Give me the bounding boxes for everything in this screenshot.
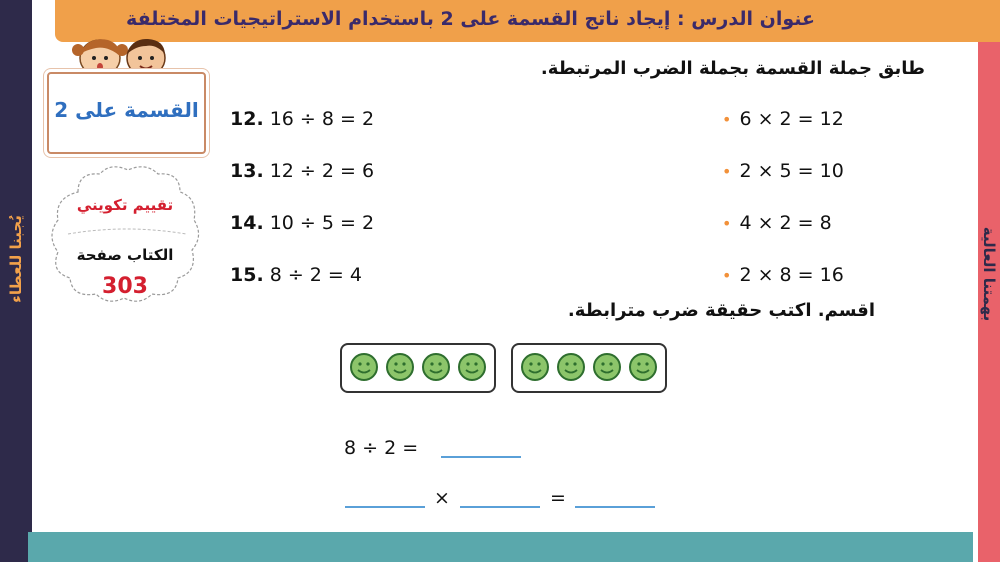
division-prompt: 8 ÷ 2 = — [344, 437, 419, 459]
division-expression: 10 ÷ 5 = 2 — [269, 212, 375, 234]
smiley-ball-icon — [385, 352, 415, 382]
bottom-bar — [28, 532, 973, 562]
smiley-ball-icon — [349, 352, 379, 382]
right-side-slogan: بهمتنا العالية — [980, 226, 998, 322]
left-side-slogan: يُجبنا للعطاء — [7, 215, 25, 303]
multiplication-expression: 2 × 8 = 16 — [739, 264, 844, 286]
multiplication-expression: 6 × 2 = 12 — [739, 108, 844, 130]
lesson-title: عنوان الدرس : إيجاد ناتج القسمة على 2 باستخدام الاستراتيجيات المختلفة — [126, 8, 815, 30]
topic-card-title: القسمة على 2 — [54, 98, 199, 122]
assessment-label: تقييم تكويني — [76, 196, 174, 214]
smiley-ball-icon — [520, 352, 550, 382]
item-number: 14. — [230, 212, 264, 234]
smiley-ball-icon — [556, 352, 586, 382]
counter-group — [511, 343, 667, 393]
smiley-ball-icon — [421, 352, 451, 382]
multiplication-item[interactable] — [722, 212, 832, 234]
quotient-blank[interactable] — [441, 456, 521, 458]
item-number: 15. — [230, 264, 264, 286]
division-item — [230, 264, 362, 286]
smiley-ball-icon — [457, 352, 487, 382]
product-blank[interactable] — [575, 506, 655, 508]
multiplication-expression: 4 × 2 = 8 — [739, 212, 832, 234]
division-expression: 8 ÷ 2 = 4 — [269, 264, 362, 286]
multiplication-item[interactable] — [722, 264, 844, 286]
topic-card — [47, 72, 206, 154]
multiplication-item[interactable] — [722, 108, 844, 130]
factor-1-blank[interactable] — [345, 506, 425, 508]
equals-sign: = — [550, 487, 566, 509]
division-item — [230, 212, 374, 234]
factor-2-blank[interactable] — [460, 506, 540, 508]
match-dot-icon: • — [722, 110, 732, 129]
multiplication-expression: 2 × 5 = 10 — [739, 160, 844, 182]
multiplication-item[interactable] — [722, 160, 844, 182]
smiley-ball-icon — [628, 352, 658, 382]
match-dot-icon: • — [722, 266, 732, 285]
item-number: 13. — [230, 160, 264, 182]
division-expression: 16 ÷ 8 = 2 — [269, 108, 375, 130]
division-item — [230, 160, 374, 182]
division-expression: 12 ÷ 2 = 6 — [269, 160, 375, 182]
times-sign: × — [434, 487, 450, 509]
division-item — [230, 108, 374, 130]
match-instructions: طابق جملة القسمة بجملة الضرب المرتبطة. — [540, 58, 925, 79]
item-number: 12. — [230, 108, 264, 130]
book-page-number: 303 — [102, 274, 148, 299]
divide-instructions: اقسم. اكتب حقيقة ضرب مترابطة. — [567, 300, 875, 321]
match-dot-icon: • — [722, 214, 732, 233]
book-page-label: الكتاب صفحة — [76, 246, 174, 264]
smiley-ball-icon — [592, 352, 622, 382]
match-dot-icon: • — [722, 162, 732, 181]
counter-group — [340, 343, 496, 393]
